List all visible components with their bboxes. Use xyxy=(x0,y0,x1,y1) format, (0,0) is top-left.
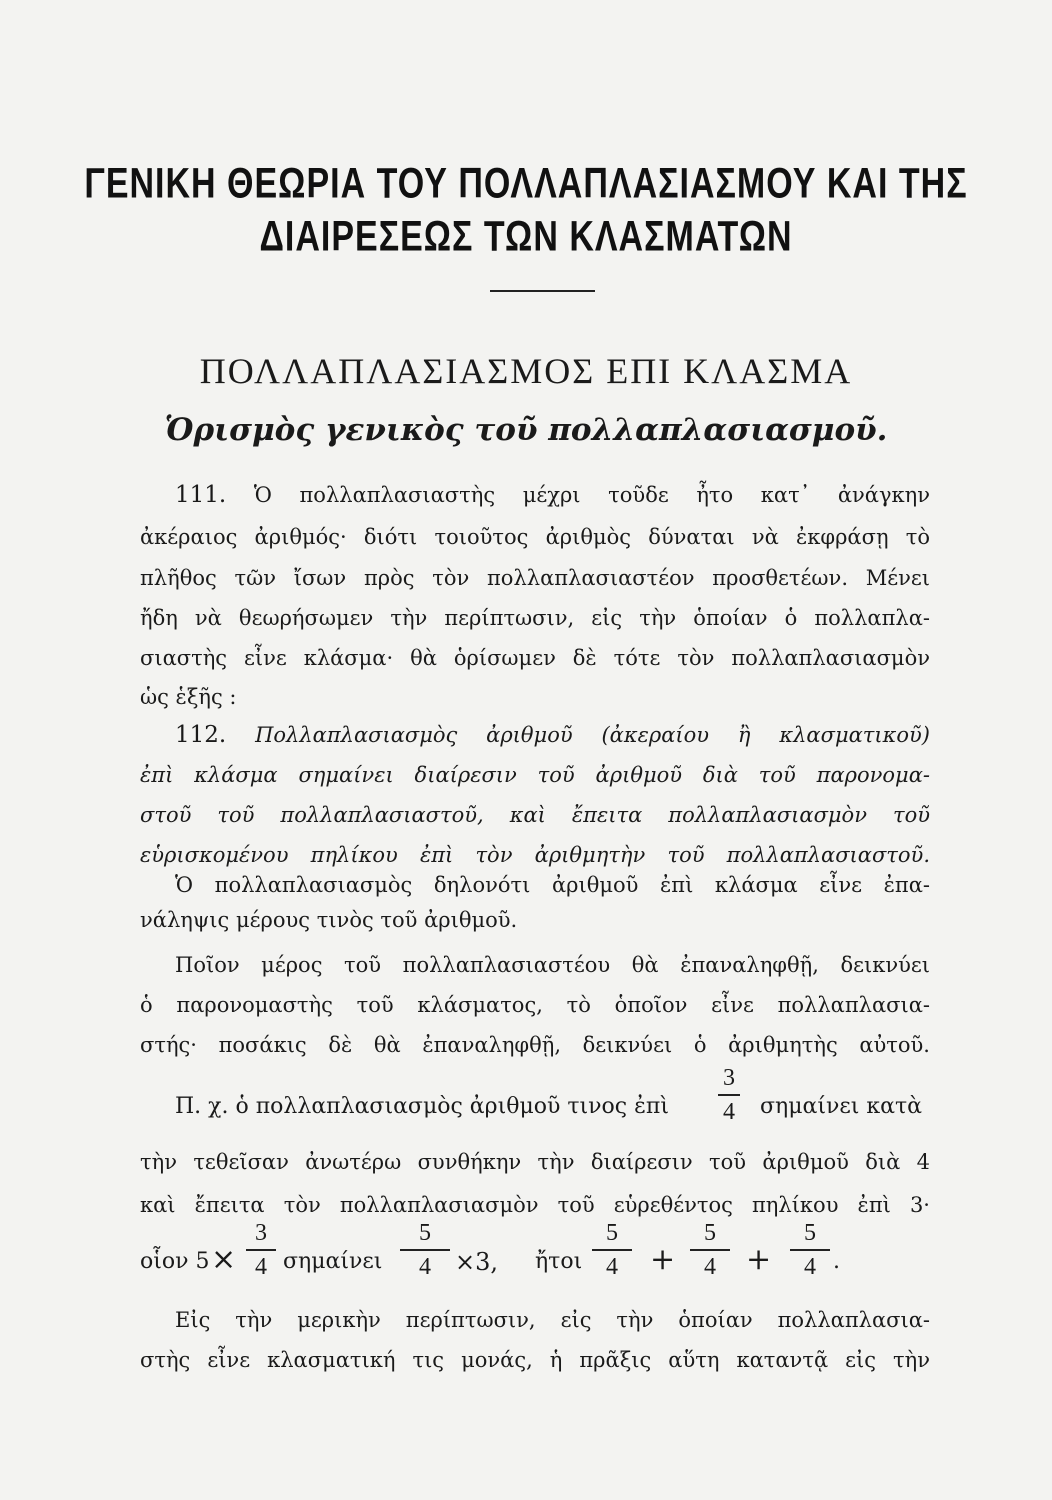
fraction-3-4: 3 4 xyxy=(246,1218,276,1282)
which-part-line: ὁ παρονομαστὴς τοῦ κλάσματος, τὸ ὁποῖον εἶνε πολλαπλασια- xyxy=(140,993,930,1017)
paragraph-112-line: στοῦ τοῦ πολλαπλασιαστοῦ, καὶ ἔπειτα πολλαπλασιασμὸν τοῦ xyxy=(140,803,930,827)
chapter-title-line-2: ΔΙΑΙΡΕΣΕΩΣ ΤΩΝ ΚΛΑΣΜΑΤΩΝ xyxy=(259,213,793,261)
subsection-title: Ὁρισμὸς γενικὸς τοῦ πολλαπλασιασμοῦ. xyxy=(164,412,888,448)
section-title: ΠΟΛΛΑΠΛΑΣΙΑΣΜΟΣ ΕΠΙ ΚΛΑΣΜΑ xyxy=(199,351,853,391)
which-part-line: στής· ποσάκις δὲ θὰ ἐπαναληφθῇ, δεικνύει ὁ ἀριθμητὴς αὐτοῦ. xyxy=(140,1033,930,1057)
which-part-line: Ποῖον μέρος τοῦ πολλαπλασιαστέου θὰ ἐπαναληφθῇ, δεικνύει xyxy=(175,953,930,977)
formula-start: οἷον 5 xyxy=(140,1249,210,1274)
fraction-5-4: 5 4 xyxy=(790,1218,830,1282)
formula-means: σημαίνει xyxy=(283,1249,383,1274)
plus-sign: + xyxy=(746,1242,772,1277)
paragraph-111-line: σιαστὴς εἶνε κλάσμα· θὰ ὁρίσωμεν δὲ τότε τὸν πολλαπλασιασμὸν xyxy=(140,646,930,670)
meaning-line: Ὁ πολλαπλασιασμὸς δηλονότι ἀριθμοῦ ἐπὶ κλάσμα εἶνε ἐπα- xyxy=(175,873,930,897)
paragraph-111-line: πλῆθος τῶν ἴσων πρὸς τὸν πολλαπλασιαστέον προσθετέων. Μένει xyxy=(140,566,930,590)
meaning-line: νάληψις μέρους τινὸς τοῦ ἀριθμοῦ. xyxy=(140,908,518,932)
example-line: καὶ ἔπειτα τὸν πολλαπλασιασμὸν τοῦ εὑρεθέντος πηλίκου ἐπὶ 3· xyxy=(140,1193,930,1217)
paragraph-111-line: ὡς ἑξῆς : xyxy=(140,685,237,709)
fraction-5-4: 5 4 xyxy=(400,1218,450,1282)
paragraph-number: 111. xyxy=(175,482,227,508)
plus-sign: + xyxy=(650,1242,676,1277)
formula-itoi: ἤτοι xyxy=(535,1249,583,1274)
example-lead: Π. χ. ὁ πολλαπλασιασμὸς ἀριθμοῦ τινος ἐπὶ xyxy=(175,1094,670,1119)
partial-case-line: Εἰς τὴν μερικὴν περίπτωσιν, εἰς τὴν ὁποίαν πολλαπλασια- xyxy=(175,1308,930,1332)
paragraph-112-line: ἐπὶ κλάσμα σημαίνει διαίρεσιν τοῦ ἀριθμοῦ διὰ τοῦ παρονομα- xyxy=(140,763,930,787)
paragraph-111-line: ἤδη νὰ θεωρήσωμεν τὴν περίπτωσιν, εἰς τὴν ὁποίαν ὁ πολλαπλα- xyxy=(140,606,930,630)
paragraph-number: 112. xyxy=(175,722,227,748)
fraction-5-4: 5 4 xyxy=(690,1218,730,1282)
fraction-three-quarters: 3 4 xyxy=(718,1063,740,1127)
paragraph-111-line: 111. Ὁ πολλαπλασιαστὴς μέχρι τοῦδε ἦτο κατ᾽ ἀνάγκην xyxy=(175,482,930,508)
times-sign: × xyxy=(211,1242,237,1277)
example-tail: σημαίνει κατὰ xyxy=(760,1094,923,1119)
chapter-title-line-1: ΓΕΝΙΚΗ ΘΕΩΡΙΑ ΤΟΥ ΠΟΛΛΑΠΛΑΣΙΑΣΜΟΥ ΚΑΙ ΤΗΣ xyxy=(84,160,968,208)
formula-times-three: ×3, xyxy=(455,1248,499,1276)
paragraph-111-line: ἀκέραιος ἀριθμός· διότι τοιοῦτος ἀριθμὸς δύναται νὰ ἐκφράσῃ τὸ xyxy=(140,525,930,549)
title-divider xyxy=(490,290,595,292)
formula-end: . xyxy=(833,1249,840,1274)
paragraph-112-line: 112. Πολλαπλασιασμὸς ἀριθμοῦ (ἀκεραίου ἢ κλασματικοῦ) xyxy=(175,722,930,748)
fraction-5-4: 5 4 xyxy=(592,1218,632,1282)
paragraph-112-line: εὑρισκομένου πηλίκου ἐπὶ τὸν ἀριθμητὴν τοῦ πολλαπλασιαστοῦ. xyxy=(140,843,930,867)
example-line: τὴν τεθεῖσαν ἀνωτέρω συνθήκην τὴν διαίρεσιν τοῦ ἀριθμοῦ διὰ 4 xyxy=(140,1150,930,1174)
partial-case-line: στὴς εἶνε κλασματική τις μονάς, ἡ πρᾶξις αὕτη καταντᾷ εἰς τὴν xyxy=(140,1348,930,1372)
